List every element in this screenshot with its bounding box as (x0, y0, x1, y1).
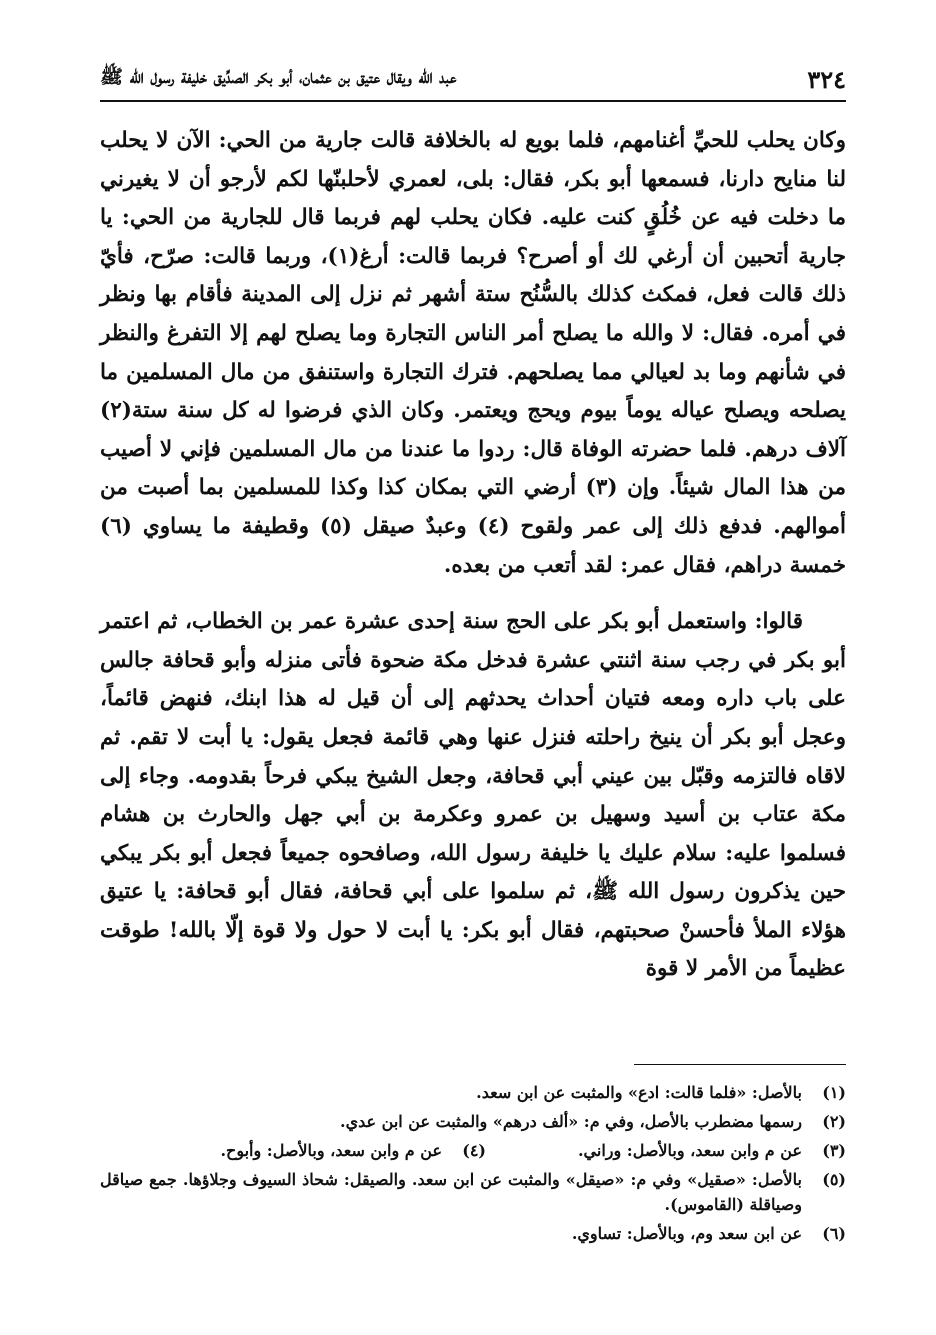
running-title: عبد الله ويقال عتيق بن عثمان، أبو بكر الصدِّيق خليفة رسول الله ﷺ (100, 66, 457, 88)
footnote-text: رسمها مضطرب بالأصل، وفي م: «ألف درهم» والمثبت عن ابن عدي. (340, 1112, 802, 1131)
footnote-text: بالأصل: «صقيل» وفي م: «صيقل» والمثبت عن ابن سعد. والصيقل: شحاذ السيوف وجلاؤها. جمع صياقل وصياقلة (القاموس). (100, 1170, 802, 1214)
footnote (220, 1138, 486, 1163)
footnote-number: (٤) (462, 1141, 486, 1160)
footnote (100, 1080, 846, 1105)
footnote (486, 1138, 846, 1163)
footnote-number: (٦) (822, 1224, 846, 1243)
main-text (100, 122, 846, 989)
footnote-text: بالأصل: «فلما قالت: ادع» والمثبت عن ابن سعد. (476, 1083, 802, 1102)
footnotes (100, 1080, 846, 1250)
footnote-text: عن م وابن سعد، وبالأصل: وأبوح. (220, 1141, 442, 1160)
footnote (100, 1221, 846, 1246)
footnote-text: عن م وابن سعد، وبالأصل: وراني. (577, 1141, 802, 1160)
footnote-number: (١) (822, 1083, 846, 1102)
paragraph: قالوا: واستعمل أبو بكر على الحج سنة إحدى عشرة عمر بن الخطاب، ثم اعتمر أبو بكر في رجب سنة اثنتي عشرة فدخل مكة ضحوة فأتى منزله وأبو قحافة جالس على باب داره ومعه فتيان أحداث يحدثهم إلى أن قيل له هذا ابنك، فنهض قائماً، وعجل أبو بكر أن ينيخ راحلته فنزل عنها وهي قائمة فجعل يقول: يا أبت لا تقم. ثم لاقاه فالتزمه وقبّل بين عيني أبي قحافة، وجعل الشيخ يبكي فرحاً بقدومه. وجاء إلى مكة عتاب بن أسيد وسهيل بن عمرو وعكرمة بن أبي جهل والحارث بن هشام فسلموا عليه: سلام عليك يا خليفة رسول الله، وصافحوه جميعاً فجعل أبو بكر يبكي حين يذكرون رسول الله ﷺ، ثم سلموا على أبي قحافة، فقال أبو قحافة: يا عتيق هؤلاء الملأ فأحسنْ صحبتهم، فقال أبو بكر: يا أبت لا حول ولا قوة إلّا بالله! طوقت عظيماً من الأمر لا قوة (100, 609, 846, 982)
footnote-text: عن ابن سعد وم، وبالأصل: تساوي. (571, 1224, 802, 1243)
footnote (100, 1167, 846, 1217)
page-header (100, 62, 846, 96)
footnote-number: (٣) (822, 1141, 846, 1160)
footnote-row (100, 1138, 846, 1163)
footnote-number: (٢) (822, 1112, 846, 1131)
footnote-divider (634, 1064, 846, 1065)
page-number: ٣٢٤ (807, 64, 846, 94)
paragraph: وكان يحلب للحيِّ أغنامهم، فلما بويع له بالخلافة قالت جارية من الحي: الآن لا يحلب لنا منايح دارنا، فسمعها أبو بكر، فقال: بلى، لعمري لأحلبنّها لكم لأرجو أن لا يغيرني ما دخلت فيه عن خُلُقٍ كنت عليه. فكان يحلب لهم فربما قال للجارية من الحي: يا جارية أتحبين أن أرغي لك أو أصرح؟ فربما قالت: أرغ(١)، وربما قالت: صرّح، فأيّ ذلك قالت فعل، فمكث كذلك بالسُّنُح ستة أشهر ثم نزل إلى المدينة فأقام بها ونظر في أمره. فقال: لا والله ما يصلح أمر الناس التجارة وما يصلح لهم إلا التفرغ والنظر في شأنهم وما بد لعيالي مما يصلحهم. فترك التجارة واستنفق من مال المسلمين ما يصلحه ويصلح عياله يوماً بيوم ويحج ويعتمر. وكان الذي فرضوا له كل سنة ستة(٢) آلاف درهم. فلما حضرته الوفاة قال: ردوا ما عندنا من مال المسلمين فإني لا أصيب من هذا المال شيئاً. وإن (٣) أرضي التي بمكان كذا وكذا للمسلمين بما أصبت من أموالهم. فدفع ذلك إلى عمر ولقوح (٤) وعبدٌ صيقل (٥) وقطيفة ما يساوي (٦) خمسة دراهم، فقال عمر: لقد أتعب من بعده. (100, 128, 847, 578)
footnote-number: (٥) (822, 1170, 846, 1189)
header-divider (100, 100, 846, 102)
footnote (100, 1109, 846, 1134)
